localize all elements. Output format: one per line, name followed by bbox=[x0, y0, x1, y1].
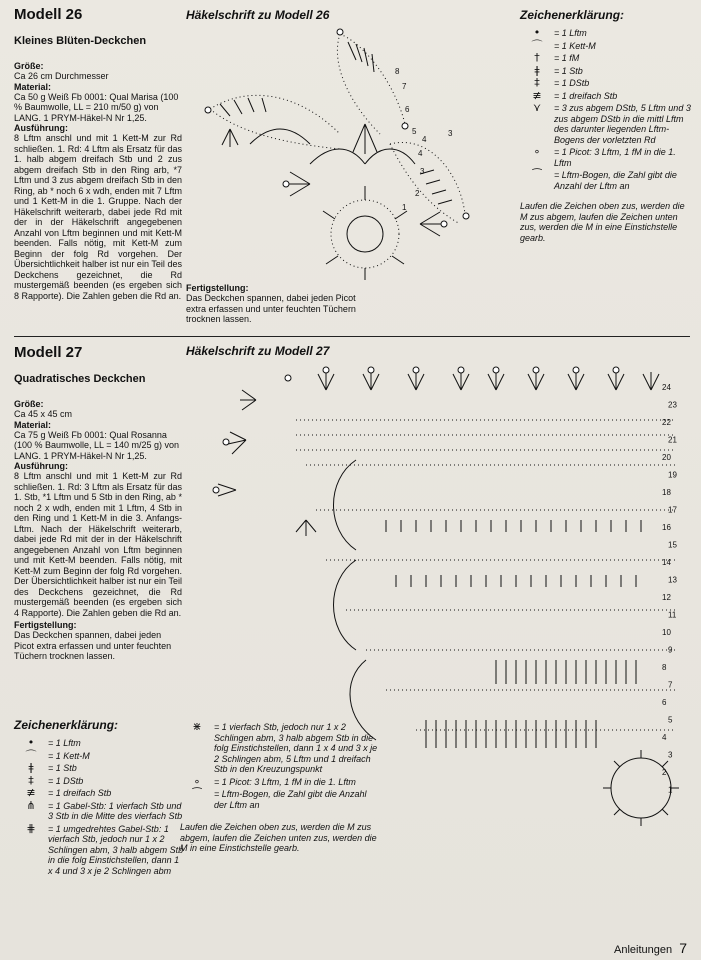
model26-round-5: 5 bbox=[412, 127, 417, 136]
model27-top-fans bbox=[318, 372, 659, 390]
section-divider bbox=[14, 336, 690, 337]
legend-symbol-icon: ǂ bbox=[534, 63, 540, 77]
legend-text: = 1 Lftm bbox=[48, 738, 81, 748]
legend-text: = Lftm-Bogen, die Zahl gibt die Anzahl der Lftm an bbox=[214, 789, 367, 810]
model26-finishing-label: Fertigstellung: bbox=[186, 283, 249, 293]
row-number: 5 bbox=[668, 715, 673, 725]
model27-size-label: Größe: bbox=[14, 399, 44, 409]
legend-item bbox=[520, 103, 692, 145]
model26-legend-note: Laufen die Zeichen oben zus, werden die M zus abgem, laufen die Zeichen unten zus, werden die M in eine Einstichstelle gearb. bbox=[520, 201, 685, 243]
legend-text: = 1 Picot: 3 Lftm, 1 fM in die 1. Lftm bbox=[554, 147, 676, 168]
legend-symbol-icon: ⌒ bbox=[25, 748, 37, 762]
legend-text: = 1 Kett-M bbox=[554, 40, 596, 51]
row-number: 3 bbox=[668, 750, 673, 760]
legend-item bbox=[520, 88, 692, 102]
model27-legend-note: Laufen die Zeichen oben zus, werden die M zus abgem, laufen die Zeichen unten zus, werden die M in eine Einstichstelle gearb. bbox=[180, 822, 377, 853]
model27-size-text: Ca 45 x 45 cm bbox=[14, 409, 73, 419]
model27-text-column bbox=[14, 344, 182, 662]
model26-material-text: Ca 50 g Weiß Fb 0001: Qual Marisa (100 % Baumwolle, LL = 210 m/50 g) von LANG. 1 PRYM-Häkel-N Nr 1,25. bbox=[14, 91, 179, 123]
model27-execution-text: 8 Lftm anschl und mit 1 Kett-M zur Rd schließen. 1. Rd: 3 Lftm als Ersatz für das 1. Stb, *1 Lftm und 5 Stb in den Ring, ab * noch 2 x wdh, enden mit 1 Lftm, 4 Stb in den Ring und 1 Kett-M in die 3. Anfangs-Lftm. Nach der Häkelschrift weiterarb, dabei jede Rd mit der in der Häkelschrift angegebenen Anzahl von Lftm beginnen und mit Kett-M beenden. Falls nötig, mit Kett-M zum Beginn der folg Rd vorgehen. Der Übersichtlichkeit halber ist nur ein Teil des Deckchens gezeichnet, die Rd mustergemäß beenden (es ergeben sich 4 Rapporte). Die Zahlen geben die Rd an. bbox=[14, 471, 182, 618]
model26-round-8: 8 bbox=[395, 67, 400, 76]
row-number: 22 bbox=[662, 418, 671, 427]
model26-center-ring bbox=[323, 186, 407, 280]
model27-title: Modell 27 bbox=[14, 344, 83, 361]
row-number: 7 bbox=[668, 680, 673, 690]
legend-symbol-icon: ⋇ bbox=[192, 720, 202, 733]
model26-size-text: Ca 26 cm Durchmesser bbox=[14, 71, 109, 81]
legend-symbol-icon: ⋔ bbox=[26, 798, 36, 812]
row-number: 15 bbox=[668, 540, 677, 550]
legend-item bbox=[520, 53, 692, 64]
legend-text: = 1 DStb bbox=[48, 775, 84, 786]
row-number: 23 bbox=[668, 400, 677, 410]
model27-finishing-text: Das Deckchen spannen, dabei jeden Picot extra erfassen und unter feuchten Tüchern trocknen lassen. bbox=[14, 630, 172, 661]
legend-item bbox=[14, 798, 184, 822]
legend-item bbox=[180, 722, 380, 775]
legend-symbol-icon: ⋕ bbox=[26, 821, 36, 835]
model26-round-4b: 4 bbox=[422, 135, 427, 144]
model27-corner-fans bbox=[218, 390, 316, 536]
model26-chain-arcs bbox=[250, 129, 415, 164]
row-number: 12 bbox=[662, 593, 671, 602]
legend-symbol-icon: ⋎ bbox=[532, 101, 542, 114]
model26-chart-title: Häkelschrift zu Modell 26 bbox=[186, 8, 330, 22]
legend-text: = 1 Stb bbox=[48, 763, 77, 773]
legend-text: = 1 dreifach Stb bbox=[48, 788, 112, 798]
footer-section: Anleitungen bbox=[614, 944, 673, 956]
model26-crochet-chart bbox=[190, 24, 510, 286]
legend-item bbox=[520, 147, 692, 168]
model26-stitch-fans bbox=[222, 124, 444, 236]
legend-text: = 1 dreifach Stb bbox=[554, 90, 618, 101]
model27-material-label: Material: bbox=[14, 419, 52, 430]
legend-symbol-icon: ‡ bbox=[28, 773, 34, 787]
legend-text: = 1 umgedrehtes Gabel-Stb: 1 vierfach Stb, jedoch nur 1 x 2 Schlingen abm, 3 halb abgem Stb in die folg Einstichstellen, dann 1 x 4 und 3 x je 2 Schlingen abm bbox=[48, 823, 184, 876]
row-number: 17 bbox=[668, 505, 677, 515]
legend-item bbox=[180, 774, 380, 788]
row-number: 11 bbox=[668, 610, 677, 620]
legend-text: = 3 zus abgem DStb, 5 Lftm und 3 zus abgem DStb in die mittl Lftm des darunter liegenden Lftm-Bogens der vorletzten Rd bbox=[554, 103, 691, 145]
model27-subtitle: Quadratisches Deckchen bbox=[14, 373, 146, 385]
model26-material-label: Material: bbox=[14, 81, 52, 92]
model26-subtitle: Kleines Blüten-Deckchen bbox=[14, 35, 147, 47]
model26-petal-top bbox=[337, 34, 405, 134]
model26-execution-text: 8 Lftm anschl und mit 1 Kett-M zur Rd schließen. 1. Rd: 4 Lftm als Ersatz für das 1. halb abgem dreifach Stb und 2 zus abgem dreifach Stb in den Ring arb, *7 Lftm und 3 zus abgem dreifach Stb in den Ring, ab * noch 6 x wdh, enden mit 7 Lftm und 1 Kett-M in die 1. Gruppe. Nach der Häkelschrift weiterarb, dabei jede Rd mit der in der Häkelschrift angegebenen Anzahl von Lftm beginnen und mit Kett-M beenden. Falls nötig, mit Kett-M zum Beginn der folg Rd vorgehen. Der Übersichtlichkeit halber ist nur ein Teil des Deckchens gezeichnet, die Rd mustergemäß beenden (es ergeben sich 8 Rapporte). Die Zahlen geben die Rd an. bbox=[14, 133, 182, 301]
legend-symbol-icon: • bbox=[27, 736, 35, 749]
legend-text: = 1 Gabel-Stb: 1 vierfach Stb und 3 Stb in die Mitte des vierfach Stb bbox=[48, 800, 183, 821]
row-number: 18 bbox=[662, 488, 671, 497]
legend-text: = 1 DStb bbox=[554, 78, 590, 88]
model26-round-7: 7 bbox=[402, 82, 407, 91]
model26-legend bbox=[520, 8, 692, 243]
model26-legend-title: Zeichenerklärung: bbox=[520, 8, 625, 22]
legend-item bbox=[520, 170, 692, 191]
model26-execution-label: Ausführung: bbox=[14, 123, 68, 133]
legend-symbol-icon: ⁀ bbox=[192, 787, 202, 800]
legend-text: = 1 Lftm bbox=[554, 28, 587, 38]
row-number: 13 bbox=[668, 575, 677, 585]
legend-item bbox=[14, 821, 184, 877]
legend-item bbox=[180, 789, 380, 810]
model26-legend-items bbox=[520, 28, 692, 191]
row-number: 20 bbox=[662, 453, 671, 462]
model27-legend-items bbox=[14, 738, 184, 876]
legend-text: = 1 Stb bbox=[554, 65, 583, 76]
legend-text: = 1 vierfach Stb, jedoch nur 1 x 2 Schlingen abm, 3 halb abgem Stb in die folg Einstichstellen, dann 1 x 4 und 3 x je 2 Schlingen abm, 5 Lftm und 1 dreifach Stb in den Kreuzungspunkt bbox=[214, 722, 378, 774]
legend-symbol-icon: ∘ bbox=[533, 145, 541, 158]
row-number: 14 bbox=[662, 558, 671, 567]
model26-finishing bbox=[186, 283, 366, 325]
legend-item bbox=[14, 788, 184, 799]
row-number: 19 bbox=[668, 470, 677, 480]
row-number: 21 bbox=[668, 435, 677, 445]
legend-item bbox=[520, 38, 692, 52]
model27-legend bbox=[14, 718, 184, 878]
model26-round-3b: 3 bbox=[448, 129, 453, 138]
model26-round-1: 1 bbox=[402, 203, 407, 212]
model27-stitch-columns bbox=[386, 520, 641, 748]
row-number: 2 bbox=[662, 768, 667, 777]
row-number: 9 bbox=[668, 645, 673, 655]
legend-item bbox=[520, 63, 692, 77]
model26-round-2: 2 bbox=[415, 189, 420, 198]
model26-size-label: Größe: bbox=[14, 61, 44, 71]
legend-symbol-icon: ⌒ bbox=[531, 38, 543, 52]
row-number: 24 bbox=[662, 383, 671, 392]
model27-execution-label: Ausführung: bbox=[14, 461, 68, 471]
model26-round-6: 6 bbox=[405, 105, 410, 114]
legend-symbol-icon: ≢ bbox=[532, 88, 542, 102]
legend-item bbox=[520, 78, 692, 89]
model27-chart-title: Häkelschrift zu Modell 27 bbox=[186, 344, 330, 358]
model27-left-arcs bbox=[334, 460, 377, 740]
model26-round-3: 3 bbox=[420, 167, 425, 176]
legend-symbol-icon: ⁀ bbox=[532, 168, 542, 181]
legend-item bbox=[520, 28, 692, 39]
legend-symbol-icon: ∘ bbox=[193, 774, 201, 788]
model27-material-text: Ca 75 g Weiß Fb 0001: Qual Rosanna (100 % Baumwolle, LL = 140 m/25 g) von LANG. 1 PRYM-Häkel-N Nr 1,25. bbox=[14, 429, 180, 461]
model27-finishing-label: Fertigstellung: bbox=[14, 620, 77, 630]
legend-text: = 1 fM bbox=[554, 53, 580, 63]
legend-symbol-icon: † bbox=[534, 51, 540, 64]
legend-symbol-icon: ≢ bbox=[26, 786, 36, 799]
page-number: 7 bbox=[679, 940, 687, 956]
legend-text: = 1 Kett-M bbox=[48, 750, 90, 761]
legend-item bbox=[14, 773, 184, 787]
legend-symbol-icon: • bbox=[533, 26, 541, 39]
model27-row-numbers bbox=[662, 383, 677, 795]
row-number: 1 bbox=[668, 785, 673, 795]
model26-round-4: 4 bbox=[418, 149, 423, 158]
model27-legend-continued bbox=[180, 722, 380, 854]
row-number: 10 bbox=[662, 628, 671, 637]
model27-legend-title: Zeichenerklärung: bbox=[14, 718, 119, 732]
legend-symbol-icon: ǂ bbox=[28, 761, 34, 774]
row-number: 4 bbox=[662, 733, 667, 742]
row-number: 8 bbox=[662, 663, 667, 672]
page-footer bbox=[614, 940, 687, 956]
row-number: 6 bbox=[662, 698, 667, 707]
legend-text: = 1 Picot: 3 Lftm, 1 fM in die 1. Lftm bbox=[214, 776, 356, 787]
legend-item bbox=[14, 748, 184, 762]
legend-symbol-icon: ‡ bbox=[534, 76, 540, 89]
legend-item bbox=[14, 738, 184, 749]
row-number: 16 bbox=[662, 523, 671, 532]
legend-item bbox=[14, 763, 184, 774]
legend-text: = Lftm-Bogen, die Zahl gibt die Anzahl der Lftm an bbox=[554, 170, 677, 191]
model27-legend2-items bbox=[180, 722, 380, 810]
model26-picots bbox=[205, 29, 469, 227]
model26-text-column bbox=[14, 6, 182, 301]
model26-finishing-text: Das Deckchen spannen, dabei jeden Picot extra erfassen und unter feuchten Tüchern trocknen lassen. bbox=[186, 293, 356, 324]
model26-title: Modell 26 bbox=[14, 6, 83, 23]
